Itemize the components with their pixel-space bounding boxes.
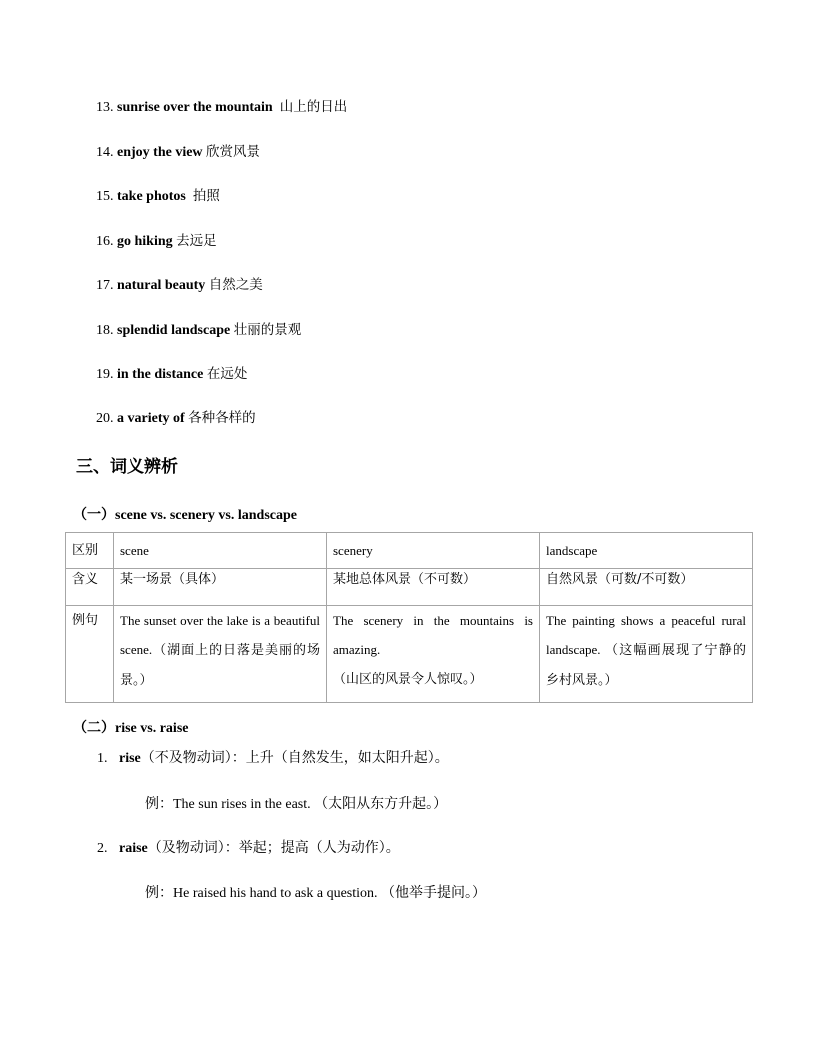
table-cell: landscape bbox=[540, 533, 753, 569]
table-cell: 含义 bbox=[66, 569, 114, 606]
table-cell: scene bbox=[114, 533, 327, 569]
table-cell: 自然风景（可数/不可数） bbox=[540, 569, 753, 606]
list-item: 16. go hiking 去远足 bbox=[96, 233, 217, 249]
table-row bbox=[66, 569, 753, 606]
table-cell: 某一场景（具体） bbox=[114, 569, 327, 606]
example-sentence: 例：He raised his hand to ask a question. （他举手提问。） bbox=[145, 885, 487, 901]
section-heading: 三、词义辨析 bbox=[76, 457, 178, 477]
table-cell: 区别 bbox=[66, 533, 114, 569]
list-item: 14. enjoy the view 欣赏风景 bbox=[96, 144, 261, 160]
table-cell: The painting shows a peaceful rural landscape. （这幅画展现了宁静的乡村风景。） bbox=[540, 606, 753, 703]
list-item: 2. raise（及物动词）：举起；提高（人为动作）。 bbox=[97, 840, 400, 856]
comparison-table bbox=[65, 532, 753, 703]
table-header-row bbox=[66, 533, 753, 569]
list-item: 1. rise（不及物动词）：上升（自然发生，如太阳升起）。 bbox=[97, 750, 449, 766]
list-item: 17. natural beauty 自然之美 bbox=[96, 277, 263, 293]
list-item: 13. sunrise over the mountain 山上的日出 bbox=[96, 99, 348, 115]
list-item: 19. in the distance 在远处 bbox=[96, 366, 248, 382]
table-cell: The scenery in the mountains is amazing. （山区的风景令人惊叹。） bbox=[327, 606, 540, 703]
list-item: 18. splendid landscape 壮丽的景观 bbox=[96, 322, 302, 338]
example-sentence: 例：The sun rises in the east. （太阳从东方升起。） bbox=[145, 796, 448, 812]
list-item: 20. a variety of 各种各样的 bbox=[96, 410, 256, 426]
table-row bbox=[66, 606, 753, 703]
table-cell: The sunset over the lake is a beautiful scene.（湖面上的日落是美丽的场景。） bbox=[114, 606, 327, 703]
subsection-title: （二）rise vs. raise bbox=[73, 720, 189, 736]
subsection-title: （一）scene vs. scenery vs. landscape bbox=[73, 507, 297, 523]
list-item: 15. take photos 拍照 bbox=[96, 188, 220, 204]
table-cell: scenery bbox=[327, 533, 540, 569]
table-cell: 某地总体风景（不可数） bbox=[327, 569, 540, 606]
table-cell: 例句 bbox=[66, 606, 114, 703]
